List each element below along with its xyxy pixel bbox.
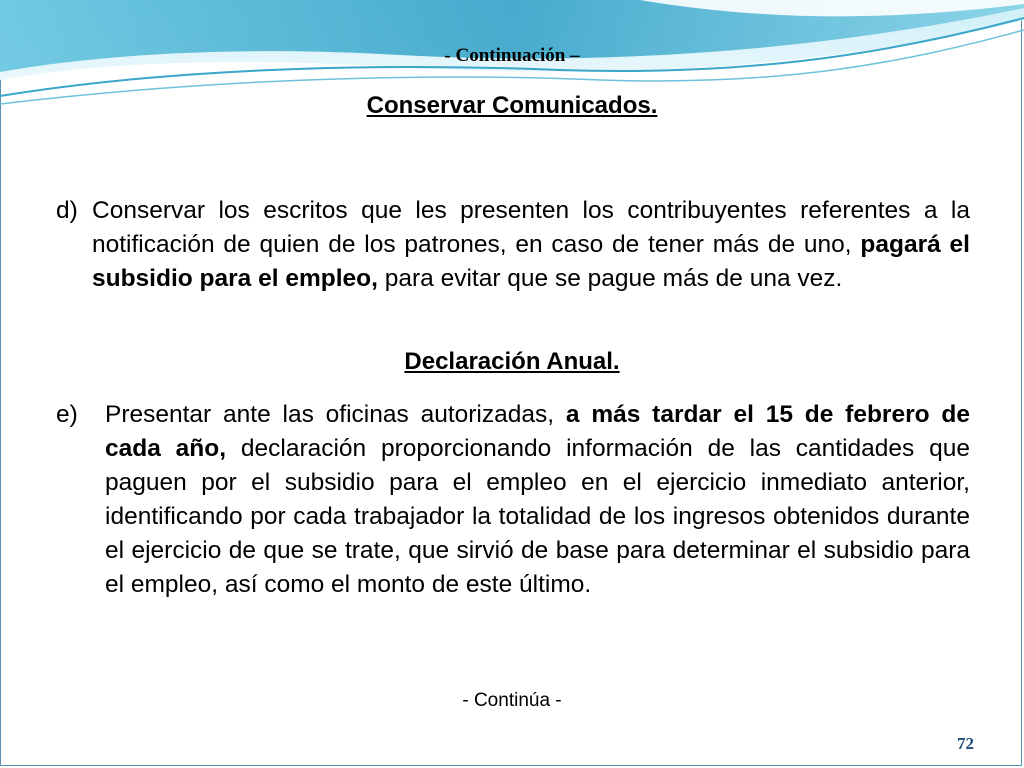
list-item-text — [92, 194, 970, 296]
page-number: 72 — [957, 734, 974, 753]
text-segment: declaración proporcionando información de las cantidades que paguen por el subsidio para el empleo en el ejercicio inmediato anterior, identificando por cada trabajador la totalidad de los ingresos obtenidos durante el ejercicio de que se trate, que sirvió de base para determinar el subsidio para el empleo, así como el monto de este último. — [105, 435, 971, 598]
bold-text-segment: pagará el subsidio para el empleo, — [92, 231, 970, 292]
bold-text-segment: a más tardar el 15 de febrero de cada año, — [105, 401, 971, 462]
text-segment: Conservar los escritos que les presenten los contribuyentes referentes a la notificación de quien de los patrones, en caso de tener más de uno, — [92, 197, 970, 258]
list-item-e — [56, 398, 970, 602]
list-marker: e) — [56, 401, 78, 428]
list-item-text — [105, 398, 970, 602]
heading-conservar-comunicados: Conservar Comunicados. — [366, 92, 658, 119]
continuation-label: - Continuación – — [444, 45, 580, 66]
text-segment: para evitar que se pague más de una vez. — [377, 265, 843, 292]
continues-label: - Continúa - — [462, 690, 562, 711]
text-segment: Presentar ante las oficinas autorizadas, — [105, 401, 566, 428]
heading-declaracion-anual: Declaración Anual. — [404, 348, 620, 375]
list-marker: d) — [56, 197, 78, 224]
list-item-d — [56, 194, 970, 296]
